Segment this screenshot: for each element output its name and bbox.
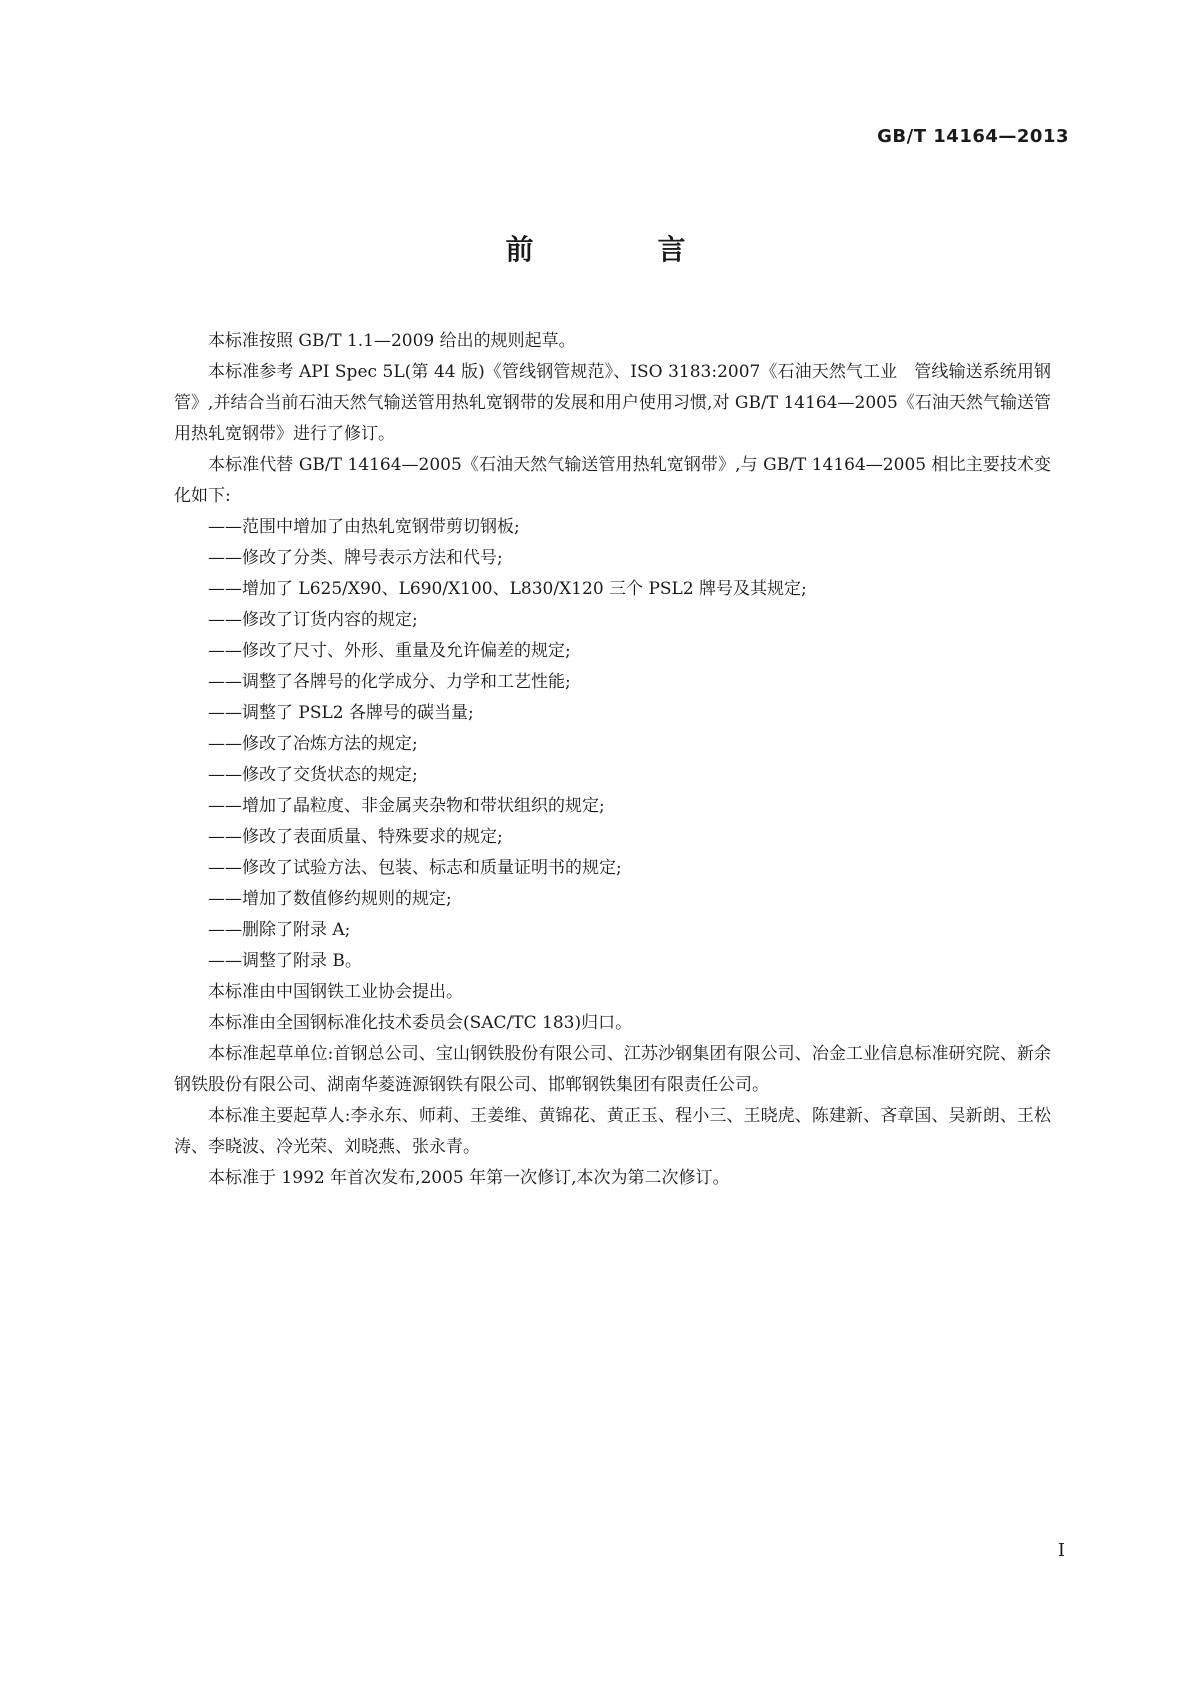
list-item: ——范围中增加了由热轧宽钢带剪切钢板; [208,517,520,537]
paragraph-proposer: 本标准由中国钢铁工业协会提出。 [208,982,463,1002]
list-item: ——修改了尺寸、外形、重量及允许偏差的规定; [208,641,571,661]
changes-list [174,512,1051,977]
list-item: ——修改了冶炼方法的规定; [208,734,418,754]
document-body [174,326,1051,1194]
list-item: ——增加了 L625/X90、L690/X100、L830/X120 三个 PSL2 牌号及其规定; [208,579,807,599]
list-item: ——修改了试验方法、包装、标志和质量证明书的规定; [208,858,622,878]
list-item: ——修改了订货内容的规定; [208,610,418,630]
page-title: 前 言 [505,233,734,266]
paragraph-drafting-units: 本标准起草单位:首钢总公司、宝山钢铁股份有限公司、江苏沙钢集团有限公司、冶金工业信息标准研究院、新余钢铁股份有限公司、湖南华菱涟源钢铁有限公司、邯郸钢铁集团有限责任公司。 [174,1044,1051,1095]
list-item: ——增加了数值修约规则的规定; [208,889,452,909]
list-item: ——修改了表面质量、特殊要求的规定; [208,827,503,847]
paragraph-drafting-rules: 本标准按照 GB/T 1.1—2009 给出的规则起草。 [208,331,576,351]
list-item: ——修改了分类、牌号表示方法和代号; [208,548,503,568]
list-item: ——调整了各牌号的化学成分、力学和工艺性能; [208,672,571,692]
paragraph-committee: 本标准由全国钢标准化技术委员会(SAC/TC 183)归口。 [208,1013,633,1033]
paragraph-drafters: 本标准主要起草人:李永东、师莉、王姜维、黄锦花、黄正玉、程小三、王晓虎、陈建新、吝章国、吴新朗、王松涛、李晓波、冷光荣、刘晓燕、张永青。 [174,1106,1051,1157]
paragraph-references: 本标准参考 API Spec 5L(第 44 版)《管线钢管规范》、ISO 3183:2007《石油天然气工业 管线输送系统用钢管》,并结合当前石油天然气输送管用热轧宽钢带的发展和用户使用习惯,对 GB/T 14164—2005《石油天然气输送管用热轧宽钢带》进行了修订。 [174,362,1051,444]
list-item: ——增加了晶粒度、非金属夹杂物和带状组织的规定; [208,796,605,816]
list-item: ——调整了附录 B。 [208,951,362,971]
list-item: ——修改了交货状态的规定; [208,765,418,785]
standard-code: GB/T 14164—2013 [877,126,1069,147]
list-item: ——删除了附录 A; [208,920,351,940]
page-number: I [1057,1540,1065,1561]
paragraph-replacement: 本标准代替 GB/T 14164—2005《石油天然气输送管用热轧宽钢带》,与 GB/T 14164—2005 相比主要技术变化如下: [174,455,1051,506]
list-item: ——调整了 PSL2 各牌号的碳当量; [208,703,474,723]
paragraph-history: 本标准于 1992 年首次发布,2005 年第一次修订,本次为第二次修订。 [208,1168,730,1188]
